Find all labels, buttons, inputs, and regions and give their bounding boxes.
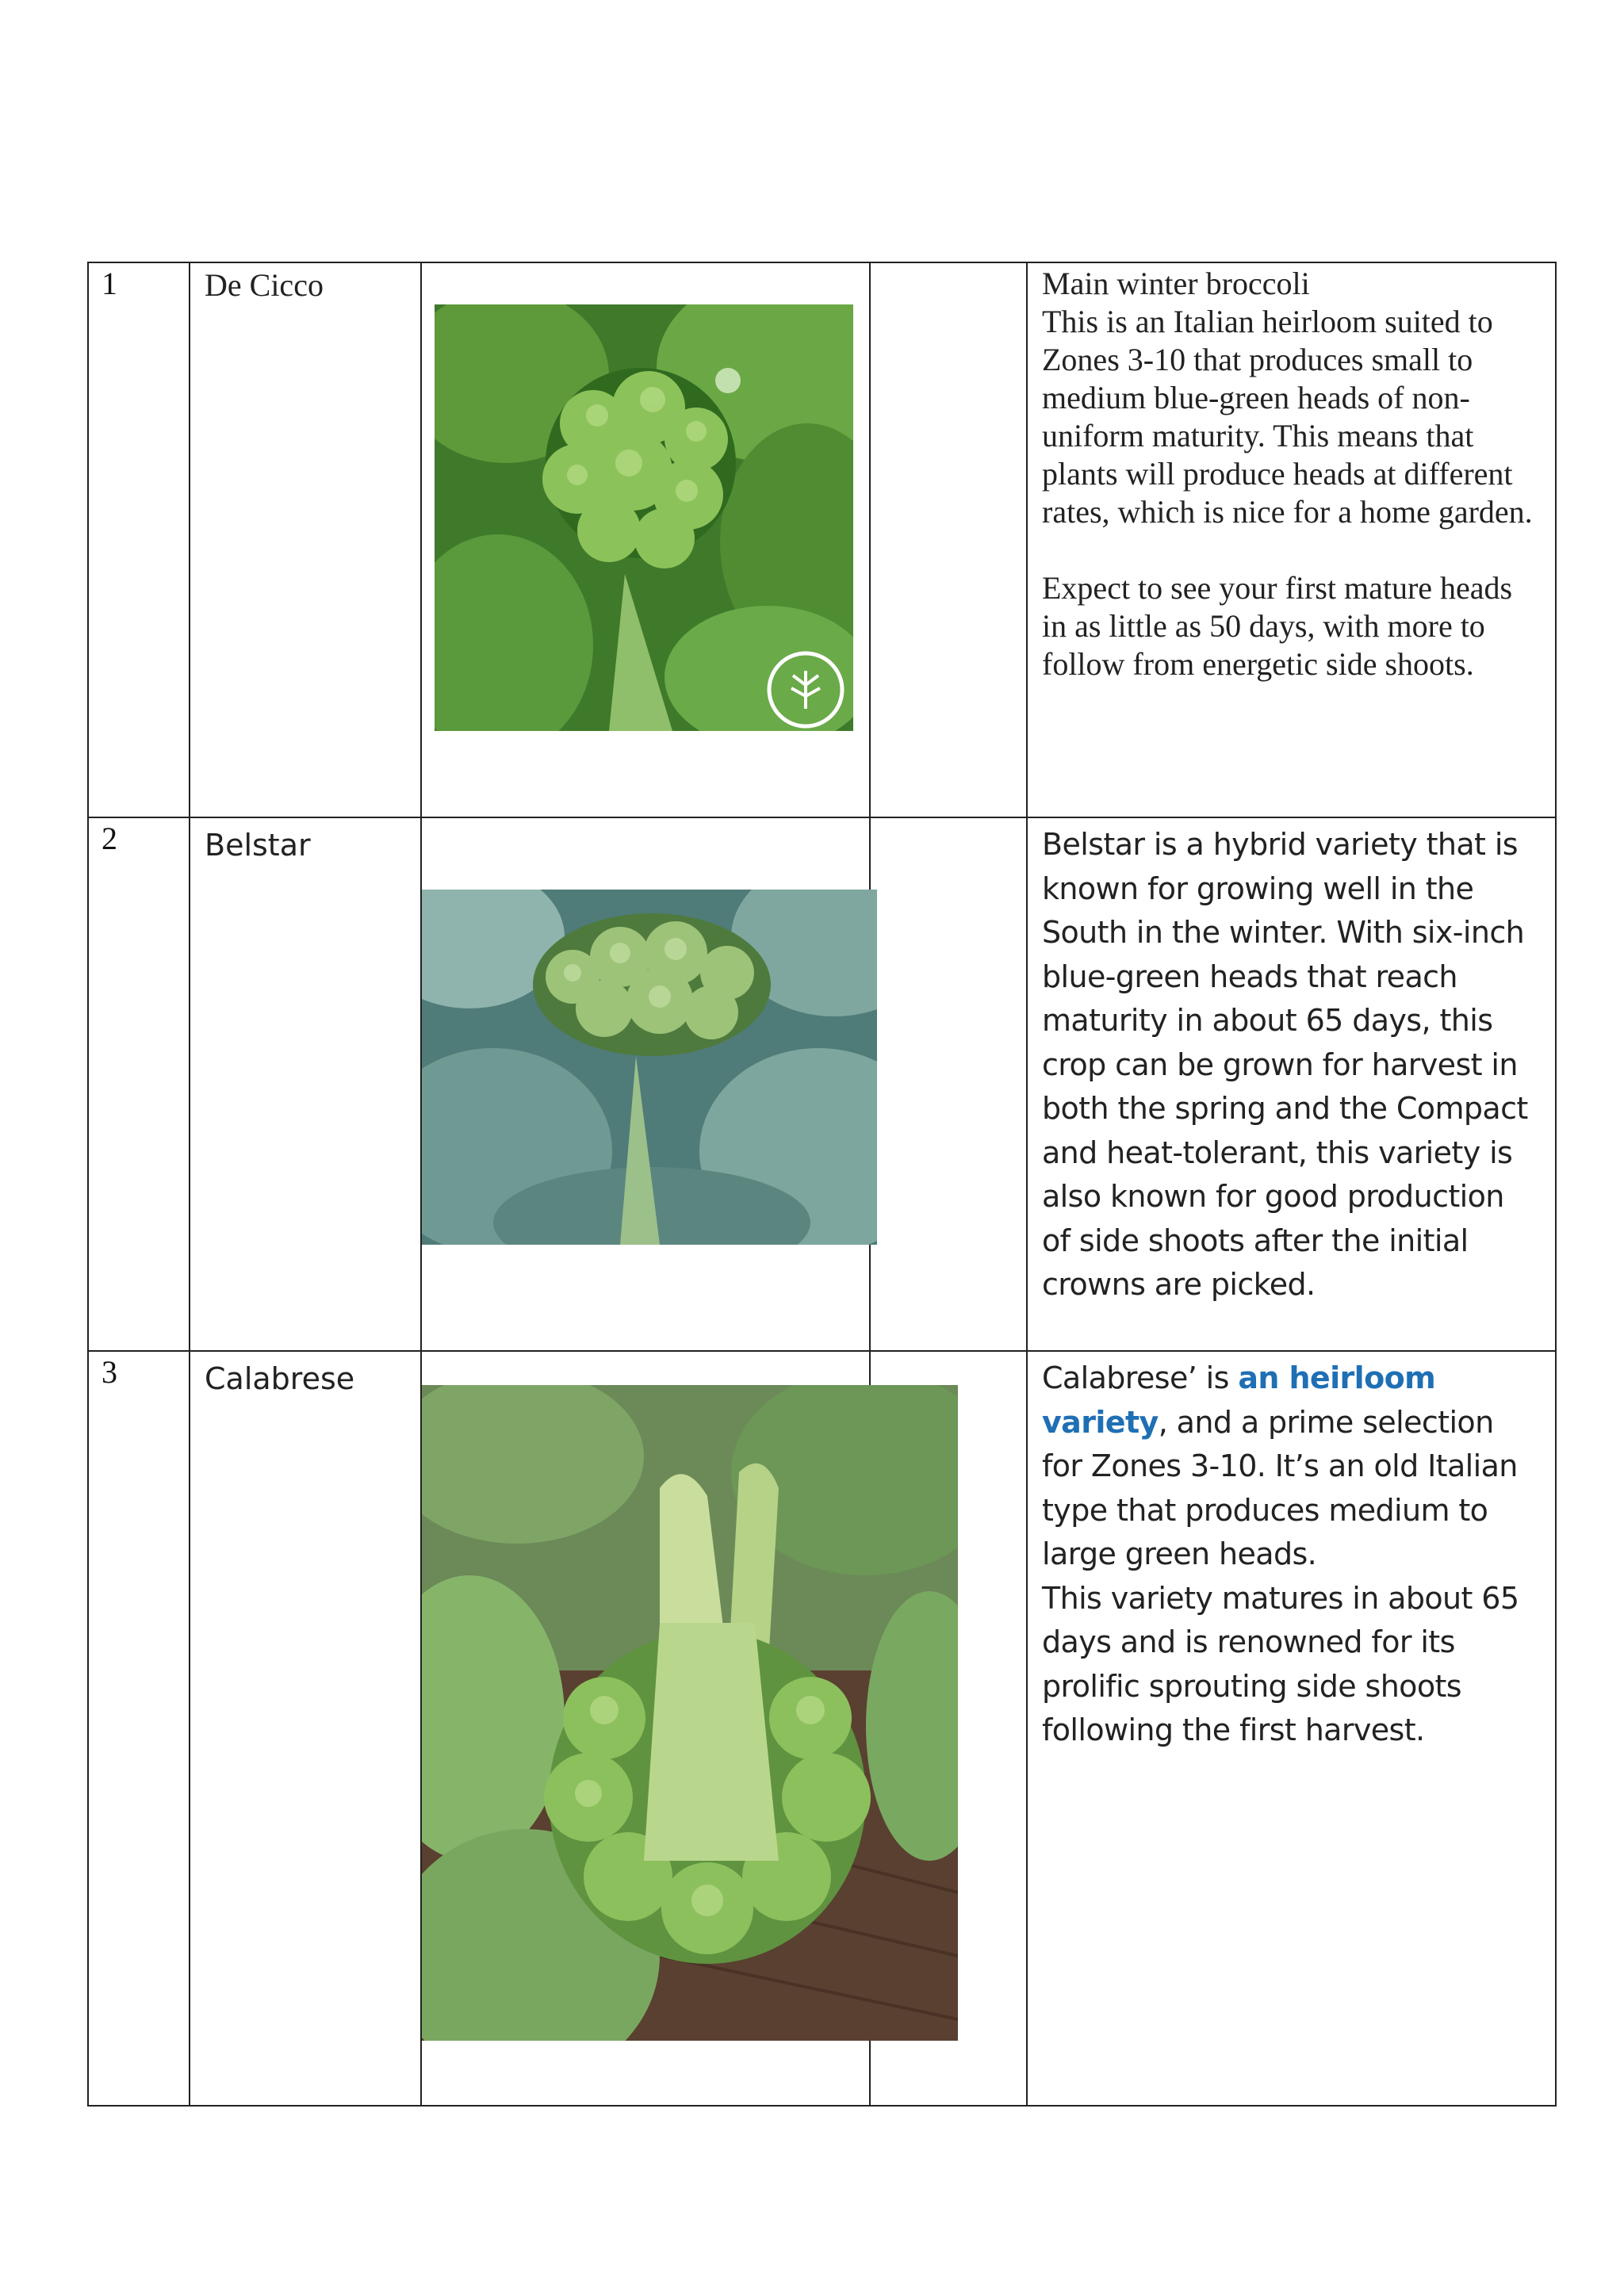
description-title: Main winter broccoli: [1042, 266, 1310, 301]
variety-name: Belstar: [205, 828, 311, 863]
row-number: 2: [102, 821, 117, 856]
name-cell: [190, 817, 421, 1351]
broccoli-varieties-table: [87, 262, 1557, 2107]
broccoli-photo-icon: [435, 304, 853, 731]
description-cell: [1027, 817, 1556, 1351]
table-row: [88, 262, 1556, 817]
row-number: 3: [102, 1354, 117, 1390]
number-cell: [88, 262, 190, 817]
description-cell: [1027, 1351, 1556, 2106]
description-text: Belstar is a hybrid variety that is known for growing well in the South in the winter. With six-inch blue-green heads that reach maturity in about 65 days, this crop can be grown for harvest in both the spring and the Compact and heat-tolerant, this variety is also known for good production of side shoots after the initial crowns are picked.: [1042, 827, 1528, 1302]
heirloom-variety-link[interactable]: an heirloom variety: [1042, 1360, 1436, 1440]
image-cell: [421, 1351, 870, 2106]
empty-cell: [870, 817, 1027, 1351]
variety-name: De Cicco: [205, 267, 324, 303]
description-cell: [1027, 262, 1556, 817]
image-cell: [421, 817, 870, 1351]
number-cell: [88, 817, 190, 1351]
name-cell: [190, 262, 421, 817]
broccoli-photo-icon: [422, 890, 877, 1245]
description-extra: Expect to see your first mature heads in as little as 50 days, with more to follow from energetic side shoots.: [1042, 570, 1513, 682]
description-text: This is an Italian heirloom suited to Zones 3-10 that produces small to medium blue-green heads of non-uniform maturity. This means that plants will produce heads at different rates, which is nice for a home garden.: [1042, 304, 1533, 530]
description-extra: This variety matures in about 65 days and is renowned for its prolific sprouting side shoots following the first harvest.: [1042, 1580, 1519, 1747]
number-cell: [88, 1351, 190, 2106]
table-row: [88, 817, 1556, 1351]
image-cell: [421, 262, 870, 817]
variety-name: Calabrese: [205, 1361, 355, 1396]
name-cell: [190, 1351, 421, 2106]
row-number: 1: [102, 266, 117, 301]
description-text: Calabrese’ is an heirloom variety, and a prime selection for Zones 3-10. It’s an old Italian type that produces medium to large green heads.: [1042, 1360, 1518, 1571]
broccoli-photo-icon: [422, 1385, 958, 2041]
table-row: [88, 1351, 1556, 2106]
empty-cell: [870, 262, 1027, 817]
